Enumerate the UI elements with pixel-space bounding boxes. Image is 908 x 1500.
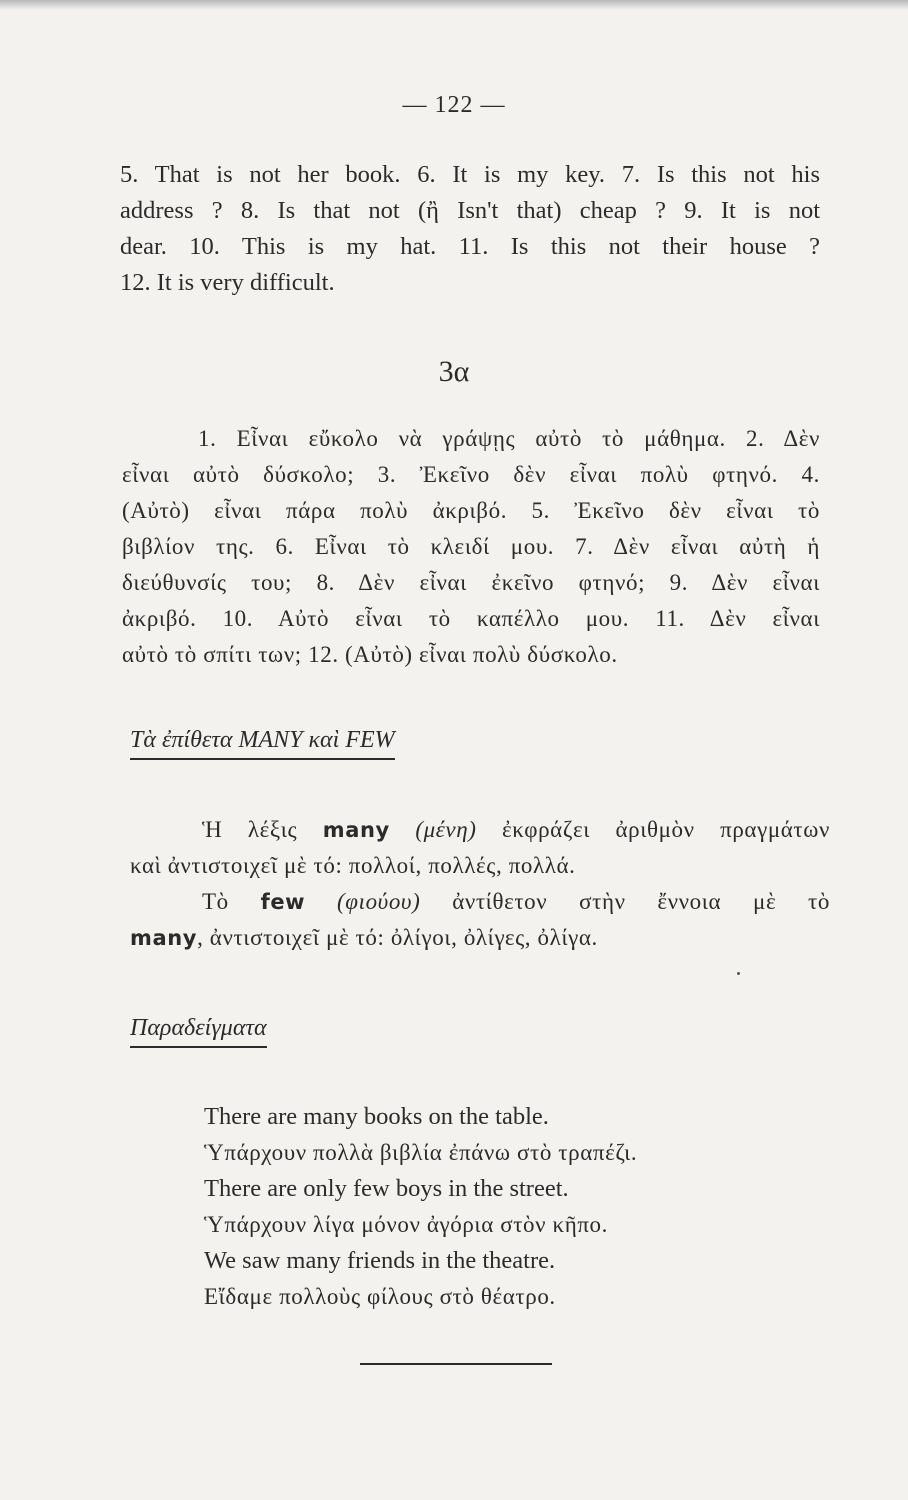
text-line	[130, 920, 830, 956]
text-fragment: , ἀντιστοιχεῖ μὲ τό: ὀλίγοι, ὀλίγες, ὀλίγα.	[197, 925, 598, 950]
end-rule	[360, 1363, 552, 1365]
ink-speck	[737, 972, 740, 975]
example-line: Εἴδαμε πολλοὺς φίλους στὸ θέατρο.	[204, 1284, 556, 1309]
text-line: address ? 8. Is that not (ἢ Isn't that) cheap ? 9. It is not	[120, 197, 820, 224]
text-fragment: Τὸ	[202, 889, 229, 914]
pronunciation: (φιούου)	[337, 889, 421, 914]
text-line: ἀκριβό. 10. Αὐτὸ εἶναι τὸ καπέλλο μου. 11. Δὲν εἶναι	[122, 606, 820, 631]
keyword-many: many	[130, 926, 198, 950]
text-fragment: ἀντίθετον στὴν ἔννοια μὲ τὸ	[452, 889, 830, 914]
keyword-many: many	[322, 818, 390, 842]
text-line: (Αὐτὸ) εἶναι πάρα πολὺ ἀκριβό. 5. Ἐκεῖνο δὲν εἶναι τὸ	[122, 498, 820, 523]
example-line: There are many books on the table.	[204, 1103, 549, 1130]
section-heading-examples: Παραδείγματα	[130, 1015, 267, 1048]
exercise-english	[120, 157, 820, 301]
text-line: καὶ ἀντιστοιχεῖ μὲ τό: πολλοί, πολλές, πολλά.	[130, 853, 576, 878]
text-line: διεύθυνσίς του; 8. Δὲν εἶναι ἐκεῖνο φτηνό; 9. Δὲν εἶναι	[122, 570, 820, 595]
section-number: 3α	[438, 355, 470, 388]
text-line: 1. Εἶναι εὔκολο νὰ γράψῃς αὐτὸ τὸ μάθημα. 2. Δὲν	[198, 426, 820, 451]
text-fragment: Ἡ λέξις	[202, 817, 298, 842]
explanation	[130, 812, 830, 956]
text-line: αὐτὸ τὸ σπίτι των; 12. (Αὐτὸ) εἶναι πολὺ δύσκολο.	[122, 642, 618, 667]
text-line: εἶναι αὐτὸ δύσκολο; 3. Ἐκεῖνο δὲν εἶναι πολὺ φτηνό. 4.	[122, 462, 820, 487]
page-number: — 122 —	[402, 92, 506, 118]
text-line: dear. 10. This is my hat. 11. Is this not their house ?	[120, 233, 820, 260]
example-line: There are only few boys in the street.	[204, 1175, 569, 1202]
text-line: βιβλίον της. 6. Εἶναι τὸ κλειδί μου. 7. Δὲν εἶναι αὐτὴ ἡ	[122, 534, 820, 559]
exercise-greek	[122, 421, 820, 673]
text-line: 5. That is not her book. 6. It is my key. 7. Is this not his	[120, 161, 820, 188]
examples-list	[204, 1099, 637, 1315]
text-line	[130, 884, 830, 920]
example-line: Ὑπάρχουν πολλὰ βιβλία ἐπάνω στὸ τραπέζι.	[204, 1140, 638, 1165]
example-line: Ὑπάρχουν λίγα μόνον ἀγόρια στὸν κῆπο.	[204, 1212, 608, 1237]
section-heading-adjectives: Τὰ ἐπίθετα MANY καὶ FEW	[130, 727, 395, 760]
pronunciation: (μένη)	[415, 817, 477, 842]
text-fragment: ἐκφράζει ἀριθμὸν πραγμάτων	[501, 817, 830, 842]
text-line: 12. It is very difficult.	[120, 269, 335, 296]
scan-top-edge	[0, 0, 908, 10]
keyword-few: few	[260, 890, 306, 914]
example-line: We saw many friends in the theatre.	[204, 1247, 556, 1274]
text-line	[130, 812, 830, 848]
